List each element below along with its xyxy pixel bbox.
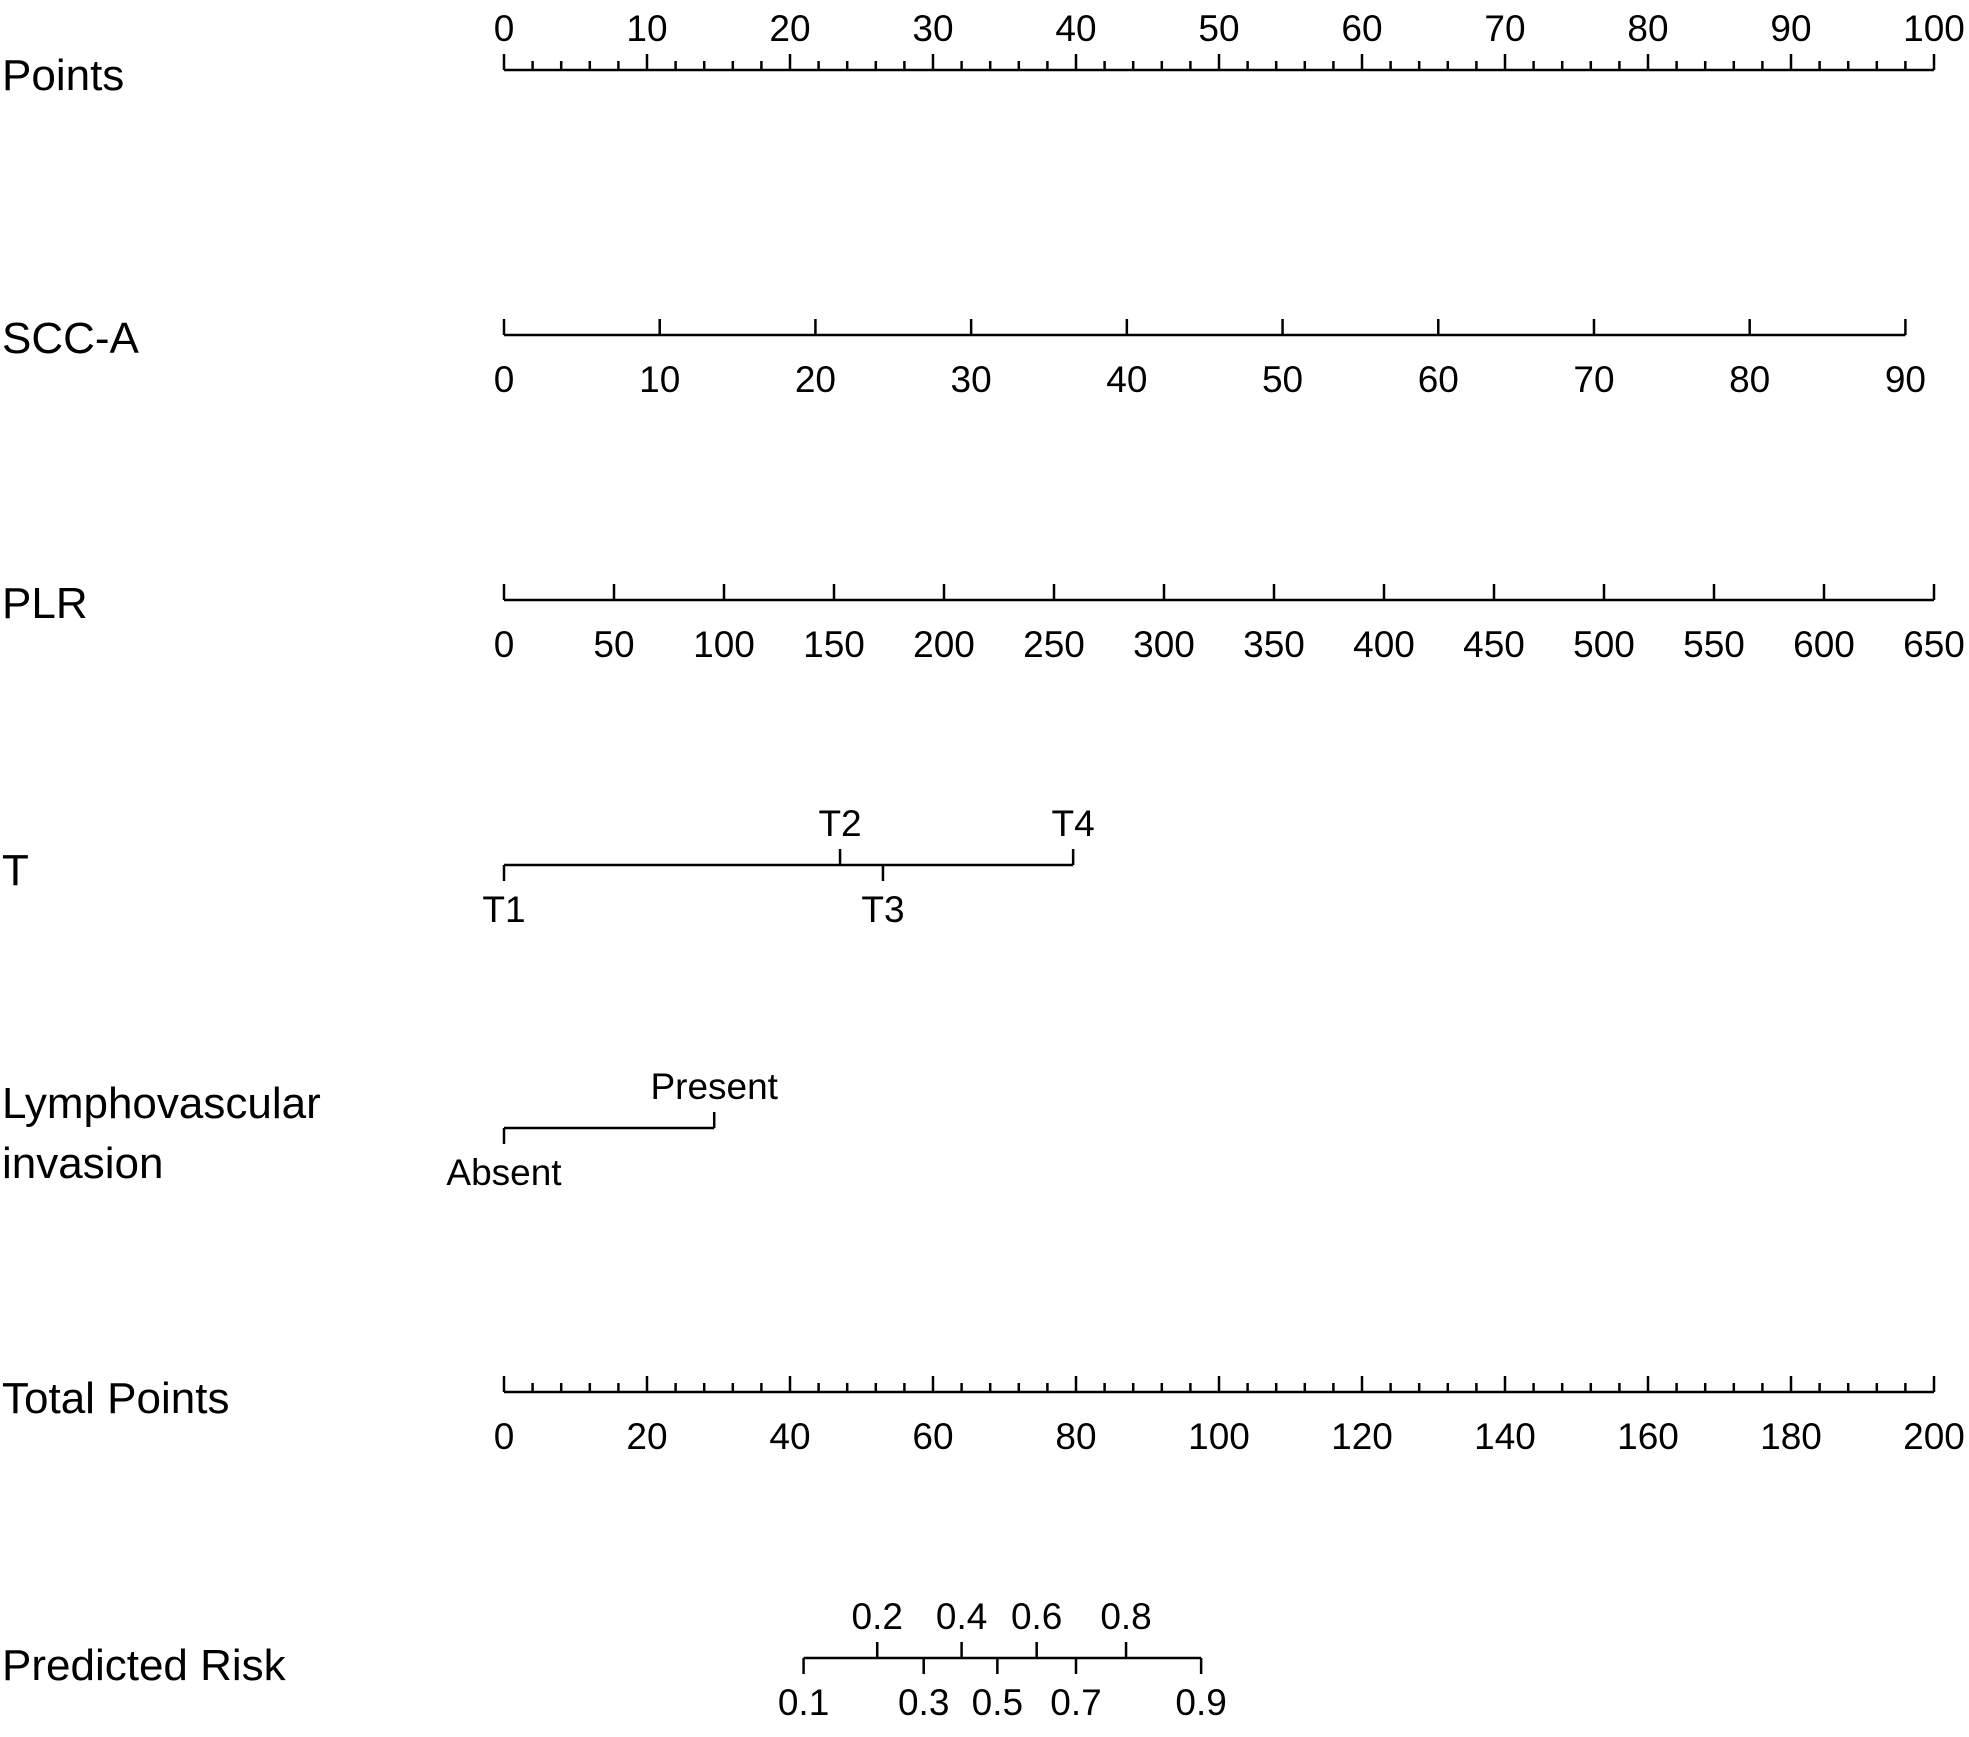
axis-label-total_points: Total Points [2, 1374, 230, 1423]
axis-predicted_risk [2, 1596, 1227, 1723]
tick-label-total_points: 180 [1760, 1416, 1822, 1457]
tick-label-plr: 50 [593, 624, 635, 665]
tick-label-scc_a: 60 [1417, 359, 1459, 400]
tick-label-total_points: 120 [1331, 1416, 1393, 1457]
tick-label-plr: 400 [1353, 624, 1415, 665]
tick-label-lvi: Absent [446, 1152, 562, 1193]
tick-label-total_points: 100 [1188, 1416, 1250, 1457]
tick-label-plr: 350 [1243, 624, 1305, 665]
tick-label-points: 60 [1341, 8, 1383, 49]
tick-label-scc_a: 10 [639, 359, 681, 400]
tick-label-plr: 500 [1573, 624, 1635, 665]
tick-label-predicted_risk: 0.4 [935, 1596, 988, 1637]
tick-label-total_points: 200 [1903, 1416, 1965, 1457]
axis-points [2, 8, 1965, 100]
tick-label-predicted_risk: 0.9 [1175, 1682, 1227, 1723]
axis-label-predicted_risk: Predicted Risk [2, 1641, 286, 1690]
tick-label-plr: 600 [1793, 624, 1855, 665]
tick-label-total_points: 20 [626, 1416, 668, 1457]
tick-label-plr: 250 [1023, 624, 1085, 665]
tick-label-plr: 450 [1463, 624, 1525, 665]
tick-label-predicted_risk: 0.6 [1010, 1596, 1063, 1637]
axis-lvi [2, 1066, 779, 1193]
tick-label-predicted_risk: 0.1 [777, 1682, 830, 1723]
tick-label-plr: 550 [1683, 624, 1745, 665]
tick-label-points: 90 [1770, 8, 1812, 49]
tick-label-predicted_risk: 0.3 [897, 1682, 950, 1723]
axis-plr [2, 579, 1965, 665]
tick-label-points: 40 [1055, 8, 1097, 49]
axis-label-plr: PLR [2, 579, 88, 628]
tick-label-scc_a: 40 [1106, 359, 1148, 400]
tick-label-total_points: 40 [769, 1416, 811, 1457]
tick-label-scc_a: 30 [950, 359, 992, 400]
tick-label-plr: 0 [493, 624, 515, 665]
axis-label-lvi: invasion [2, 1139, 164, 1188]
axis-scc_a [2, 314, 1926, 400]
tick-label-scc_a: 80 [1729, 359, 1771, 400]
tick-label-scc_a: 50 [1261, 359, 1304, 400]
tick-label-plr: 650 [1903, 624, 1965, 665]
tick-label-t_stage: T1 [482, 889, 526, 930]
tick-label-total_points: 60 [912, 1416, 954, 1457]
axis-label-scc_a: SCC-A [2, 314, 139, 363]
tick-label-points: 100 [1903, 8, 1965, 49]
tick-label-t_stage: T3 [861, 889, 905, 930]
axis-label-points: Points [2, 51, 125, 100]
tick-label-points: 80 [1627, 8, 1669, 49]
axis-t_stage [2, 803, 1095, 930]
axis-label-lvi: Lymphovascular [2, 1079, 321, 1128]
tick-label-points: 70 [1484, 8, 1526, 49]
tick-label-total_points: 160 [1617, 1416, 1679, 1457]
tick-label-lvi: Present [650, 1066, 778, 1107]
tick-label-plr: 100 [693, 624, 755, 665]
tick-label-points: 30 [912, 8, 954, 49]
tick-label-predicted_risk: 0.5 [971, 1682, 1024, 1723]
tick-label-scc_a: 0 [493, 359, 515, 400]
tick-label-plr: 200 [913, 624, 975, 665]
tick-label-plr: 150 [803, 624, 865, 665]
tick-label-scc_a: 90 [1884, 359, 1926, 400]
tick-label-predicted_risk: 0.7 [1050, 1682, 1102, 1723]
tick-label-points: 10 [626, 8, 668, 49]
tick-label-plr: 300 [1133, 624, 1195, 665]
tick-label-scc_a: 70 [1573, 359, 1615, 400]
tick-label-scc_a: 20 [794, 359, 837, 400]
tick-label-points: 0 [493, 8, 515, 49]
tick-label-t_stage: T4 [1051, 803, 1095, 844]
tick-label-total_points: 80 [1055, 1416, 1097, 1457]
tick-label-total_points: 0 [493, 1416, 515, 1457]
axis-label-t_stage: T [2, 846, 29, 895]
tick-label-points: 20 [769, 8, 811, 49]
tick-label-points: 50 [1198, 8, 1240, 49]
tick-label-t_stage: T2 [818, 803, 862, 844]
tick-label-predicted_risk: 0.2 [851, 1596, 903, 1637]
tick-label-total_points: 140 [1474, 1416, 1536, 1457]
tick-label-predicted_risk: 0.8 [1100, 1596, 1152, 1637]
axis-total_points [2, 1374, 1965, 1457]
